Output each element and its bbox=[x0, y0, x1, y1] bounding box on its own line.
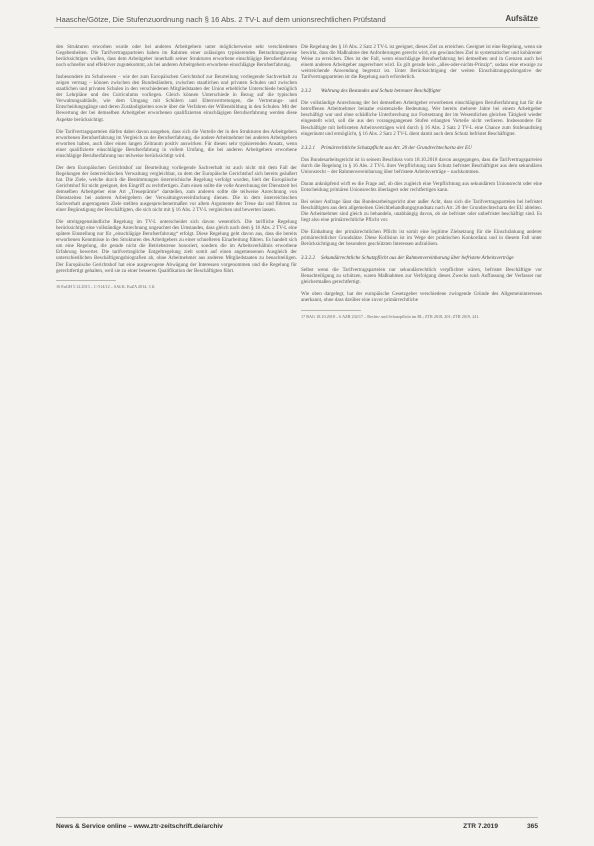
running-title: Haasche/Götze, Die Stufenzuordnung nach § 16 Abs. 2 TV-L auf dem unionsrechtlichen Prüfstand bbox=[56, 15, 386, 24]
page-header bbox=[0, 0, 594, 44]
paragraph: Die Tarifvertragsparteien dürfen dabei davon ausgehen, dass sich die Vorteile der in den Strukturen des Arbeitgebers erworbenen Berufserfahrung im Vergleich zu der Berufserfahrung, die andere Arbeitnehmer bei anderen Arbeitgebern erworben haben, auch über einen langen Zeitraum positiv auswirken. Für diesen sehr typisierenden Ansatz, wenn einer qualifizierte einschlägige Berufserfahrung in vollem Umfang, die bei anderen Arbeitgebern erworbene einschlägige Berufserfahrung nur teilweise berücksichtigt wird. bbox=[56, 128, 297, 159]
left-column bbox=[56, 44, 297, 289]
paragraph: Bei seiner Anfrage lässt das Bundesarbeitsgericht aber außer Acht, dass sich die Tarifvertragsparteien bei befristet Beschäftigten aus dem allgemeinen Gleichbehandlungsgrundsatz nach Art. 20 der Grundrechtecharta der EU ableiten. Die Arbeitnehmer sind gleich zu behandeln, unabhängig davon, ob sie befristet oder unbefristet beschäftigt sind. Es liegt also eine primärrechtliche Pflicht vor. bbox=[301, 198, 542, 224]
paragraph: Die Einhaltung der primärrechtlichen Pflicht ist somit eine legitime Zielsetzung für die Einschränkung anderer primärrechtlicher Grundsätze. Diese Kollision ist im Wege der praktischen Konkordanz und in diesem Fall unter Berücksichtigung der besonders geschützten Interessen aufzulösen. bbox=[301, 229, 542, 248]
paragraph: Die streitgegenständliche Regelung im TV-L unterscheidet sich davon wesentlich. Die tarifliche Regelung berücksichtigt eine vollständige Anrechnung ungeachtet des Umstandes, dass gleich nach dem § 16 Abs. 2 TV-L eine spätere Einstellung nur für „einschlägige Berufserfahrung“ erfolgt. Diese Regelung geht davon aus, dass die bereits erworbenen Kenntnisse in den Strukturen des Arbeitgebers zu einer schnelleren Einarbeitung führen. Es handelt sich um eine Regelung, die gerade nicht die Betriebstreue honoriert, sondern die im Arbeitsverhältnis erworbene Erfahrung bewertet. Die tarifvertragliche Entgeltregelung zielt somit auf einen angemessenen Ausgleich der unterschiedlichen Beschäftigungsbiografien ab, ohne Arbeitnehmer aus anderen Mitgliedstaaten zu benachteiligen. Der Europäische Gerichtshof hat eine ausgewogene Abwägung der Interessen vorgenommen und die Regelung für gerechtfertigt gehalten, weil sie zu einer besseren Qualifikation der Beschäftigten führt. bbox=[56, 219, 297, 274]
header-divider bbox=[54, 27, 540, 28]
page-footer bbox=[56, 817, 538, 832]
page-number: 365 bbox=[526, 823, 538, 830]
paragraph: den Strukturen erworben wurde oder bei anderen Arbeitgebern unter möglicherweise sehr verschiedenen Gegebenheiten. Die Tarifvertragsparteien haben im Rahmen einer zulässigen typisierenden Betrachtungsweise berücksichtigen wollen, dass dem Arbeitgeber innerhalb seiner Strukturen erworbene einschlägige Berufserfahrung noch schneller und effektiver zugutekommt, als bei anderen Arbeitgebern erworbene einschlägige Berufserfahrung. bbox=[56, 44, 297, 69]
section-title: Primärrechtliche Schutzpflicht aus Art. 20 der Grundrechtecharta der EU bbox=[321, 144, 472, 151]
section-rubric: Aufsätze bbox=[505, 14, 538, 23]
section-heading bbox=[301, 255, 542, 261]
paragraph: Insbesondere im Schulwesen – wie der zum Europäischen Gerichtshof zur Beurteilung vorliegende Sachverhalt zu zeigen vermag – können zwischen den Bundesländern, zwischen staatlichen und privaten Schulen und zwischen staatlichen und privaten Schulen in den verschiedenen Mitgliedstaaten der Union erhebliche Unterschiede bezüglich der Lehrpläne und des Curriculums vorliegen. Gleich können Unterschiede in Bezug auf die typischen Verwaltungsabläufe, wie dem Umgang mit Schülern und Elternvertretungen, die Vertretungs- und Entscheidungsgänge und deren Zuständigkeiten sowie über die Verfahren der Willensbildung in den Schulen. Mit der Bewertung der bei demselben Arbeitgeber erworbenen qualifizierten einschlägigen Berufserfahrung werden diese Aspekte berücksichtigt. bbox=[56, 74, 297, 123]
paragraph: Daran anknüpfend wirft es die Frage auf, ob dies zugleich eine Verpflichtung aus sekundärem Unionsrecht oder eine Entscheidung primären Unionsrechts überlagert oder rechtfertigen kann. bbox=[301, 180, 542, 193]
journal-issue: ZTR 7.2019 bbox=[463, 823, 498, 830]
paragraph: Der dem Europäischen Gerichtshof zur Beurteilung vorliegende Sachverhalt ist auch nicht mit dem Fall der Regelungen der österreichischen Verwaltung vergleichbar, zu dem der Europäische Gerichtshof sich bereits geäußert hat. Die Ziele, welche durch die Bestimmungen österreichische Regelung verfolgt wurden, hielt der Europäische Gerichtshof für nicht geeignet, den Eingriff zu rechtfertigen. Zum einen sollte die volle Anrechnung der Dienstzeit bei demselben Arbeitgeber eine Art „Treueprämie“ darstellen, zum anderen sollte die teilweise Anrechnung von Dienstzeiten bei anderen Arbeitgebern der Verwaltungsvereinfachung dienen. Die in dem österreichischen Sachverhalt angetragenen Ziele stellten ausgesprochenermaßen vor allem Argumente der Treue dar und führten zu einer Begünstigung der Beschäftigten, die sich nicht mit § 16 Abs. 2 TV-L vergleichen und bewerten lassen. bbox=[56, 164, 297, 214]
right-column bbox=[301, 44, 542, 319]
section-number: 3.3.2 bbox=[301, 88, 312, 95]
section-title: Wahrung des Bestandes und Schutz betreuter Beschäftigter bbox=[321, 88, 442, 95]
section-heading bbox=[301, 145, 542, 151]
paragraph: Die vollständige Anrechnung der bei demselben Arbeitgeber erworbenen einschlägigen Berufserfahrung hat für die betroffenen Arbeitnehmer beinahe existenzielle Bedeutung. Wer bereits mehrere Jahre bei einem Arbeitgeber beschäftigt war und ohne schädliche Unterbrechung zur Fortsetzung der im Wesentlichen gleichen Tätigkeit wieder eingestellt wird, soll die aus den vorangegangenen Stufen erlangten Vorteile nicht verlieren. Insbesondere für Beschäftigte mit befristeten Arbeitsverträgen wird durch § 16 Abs. 2 Satz 2 TV-L eine Chance zum Stufenaufstieg eingeräumt und ermöglicht, § 16 Abs. 2 Satz 2 TV-L dient damit auch dem Schutz befristet Beschäftigter. bbox=[301, 100, 542, 137]
paragraph: Die Regelung des § 16 Abs. 2 Satz 2 TV-L ist geeignet, dieses Ziel zu erreichen. Geeignet ist eine Regelung, wenn sie bewirkt, dass die Maßnahme den Anforderungen gerecht wird, ein gewünschtes Ziel in systematischer und kohärenter Weise zu erreichen. Dies ist der Fall, wenn einschlägige Berufserfahrung bei demselben und in Grenzen auch bei einem anderen Arbeitgeber angerechnet wird. Es gilt gerade kein „alles-oder-nichts-Prinzip“, sodass eine etwaige zu weitreichende Anwendung begrenzt ist. Unter Berücksichtigung der weiten Einschätzungsprärogative der Tarifvertragsparteien ist die Regelung auch erforderlich. bbox=[301, 44, 542, 81]
paragraph: Selbst wenn die Tarifvertragsparteien nur sekundärrechtlich verpflichtet wären, befristet Beschäftigte vor Benachteiligung zu schützen, waren Maßnahmen zur Verfolgung dieses Zwecks nach Auffassung der Verfasser nur gleichermaßen gerechtfertigt. bbox=[301, 267, 542, 286]
footnote: 17 BAG 18.10.2018 – 6 AZR 232/17 – Rechts- und Schutzpflicht im RL; ZTR 2018, 201; ZTR 2019, 241. bbox=[301, 313, 480, 319]
section-title: Sekundärrechtliche Schutzpflicht aus der Rahmenvereinbarung über befristete Arbeitsverträge bbox=[321, 255, 514, 262]
footnote: 16 EuGH 5.12.2013 – C-514/12 – SALK, EuZA 2014, 3 ff. bbox=[56, 283, 156, 289]
paragraph: Das Bundesarbeitsgericht ist in seinem Beschluss vom 18.10.2018 davon ausgegangen, dass die Tarifvertragsparteien durch die Regelung in § 16 Abs. 2 TV-L ihrer Verpflichtung zum Schutz befristet Beschäftigter aus dem sekundären Unionsrecht – der Rahmenvereinbarung über befristete Arbeitsverträge – nachkommen. bbox=[301, 156, 542, 175]
footer-link[interactable]: News & Service online – www.ztr-zeitschrift.de/archiv bbox=[56, 823, 223, 830]
section-number: 3.3.2.1 bbox=[301, 144, 316, 151]
footnote-divider bbox=[56, 280, 116, 281]
footnote-divider bbox=[301, 310, 361, 311]
section-heading bbox=[301, 88, 542, 94]
paragraph: Wie oben dargelegt, hat der europäische Gesetzgeber verschiedene zwingende Gründe des Allgemeininteresses anerkannt, ohne dass darüber eine zuvor primärrechtliche bbox=[301, 291, 542, 304]
section-number: 3.3.2.2 bbox=[301, 255, 316, 262]
